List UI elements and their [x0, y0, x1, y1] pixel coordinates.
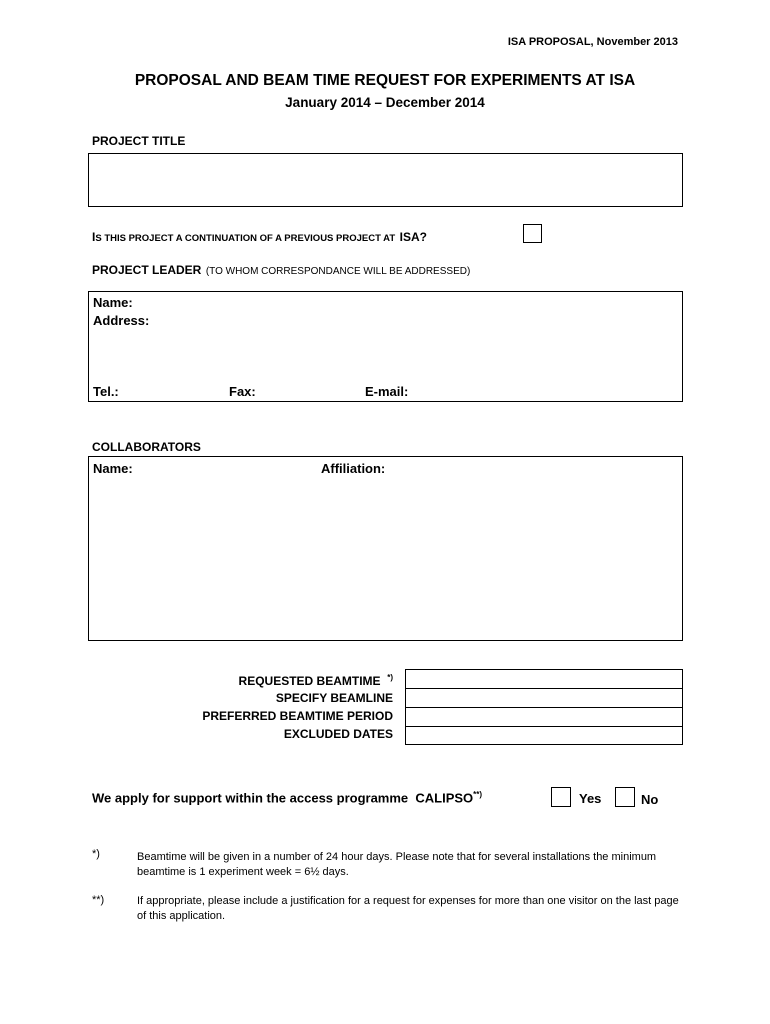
excluded-dates-field[interactable]	[406, 727, 682, 744]
project-title-label: PROJECT TITLE	[92, 134, 186, 148]
footnote-text-1: Beamtime will be given in a number of 24 hour days. Please note that for several installations the minimum beamtime is 1 experiment week = 6½ days.	[137, 851, 657, 878]
project-leader-note: (TO WHOM CORRESPONDANCE WILL BE ADDRESSED)	[205, 266, 471, 277]
support-question: We apply for support within the access programme CALIPSO**)	[92, 790, 483, 806]
page-title: PROPOSAL AND BEAM TIME REQUEST FOR EXPERIMENTS AT ISA	[134, 72, 636, 89]
leader-tel-label: Tel.:	[93, 384, 119, 399]
leader-name-label: Name:	[93, 295, 133, 310]
footnote-mark-1: *)	[92, 848, 100, 860]
date-line: ISA PROPOSAL, November 2013	[507, 36, 678, 48]
collaborator-affiliation-label: Affiliation:	[321, 461, 386, 476]
project-leader-heading	[92, 261, 470, 279]
preferred-period-label: PREFERRED BEAMTIME PERIOD	[202, 709, 393, 723]
specify-beamline-label: SPECIFY BEAMLINE	[275, 691, 393, 705]
page-subtitle: January 2014 – December 2014	[285, 95, 485, 110]
continuation-question: IS THIS PROJECT A CONTINUATION OF A PREVIOUS PROJECT AT ISA?	[92, 230, 427, 244]
requested-beamtime-field[interactable]	[406, 670, 682, 689]
continuation-checkbox[interactable]	[523, 224, 542, 243]
leader-address-label: Address:	[93, 313, 150, 328]
collaborators-label: COLLABORATORS	[92, 440, 201, 454]
yes-checkbox[interactable]	[551, 787, 571, 807]
requested-beamtime-label: REQUESTED BEAMTIME *)	[238, 673, 393, 688]
footnote-text-2: If appropriate, please include a justification for a request for expenses for more than one visitor on the last page of this application.	[137, 895, 679, 922]
no-checkbox[interactable]	[615, 787, 635, 807]
preferred-period-field[interactable]	[406, 708, 682, 727]
yes-label: Yes	[579, 791, 602, 806]
project-leader-label: PROJECT LEADER	[92, 263, 202, 277]
beamtime-table	[405, 669, 683, 745]
leader-fax-label: Fax:	[229, 384, 256, 399]
project-title-field[interactable]	[88, 153, 683, 207]
collaborators-box[interactable]	[88, 456, 683, 641]
excluded-dates-label: EXCLUDED DATES	[283, 727, 393, 741]
collaborator-name-label: Name:	[93, 461, 133, 476]
footnote-mark-2: **)	[92, 894, 105, 906]
no-label: No	[641, 792, 659, 807]
project-leader-box[interactable]	[88, 291, 683, 402]
leader-email-label: E-mail:	[365, 384, 409, 399]
specify-beamline-field[interactable]	[406, 689, 682, 708]
